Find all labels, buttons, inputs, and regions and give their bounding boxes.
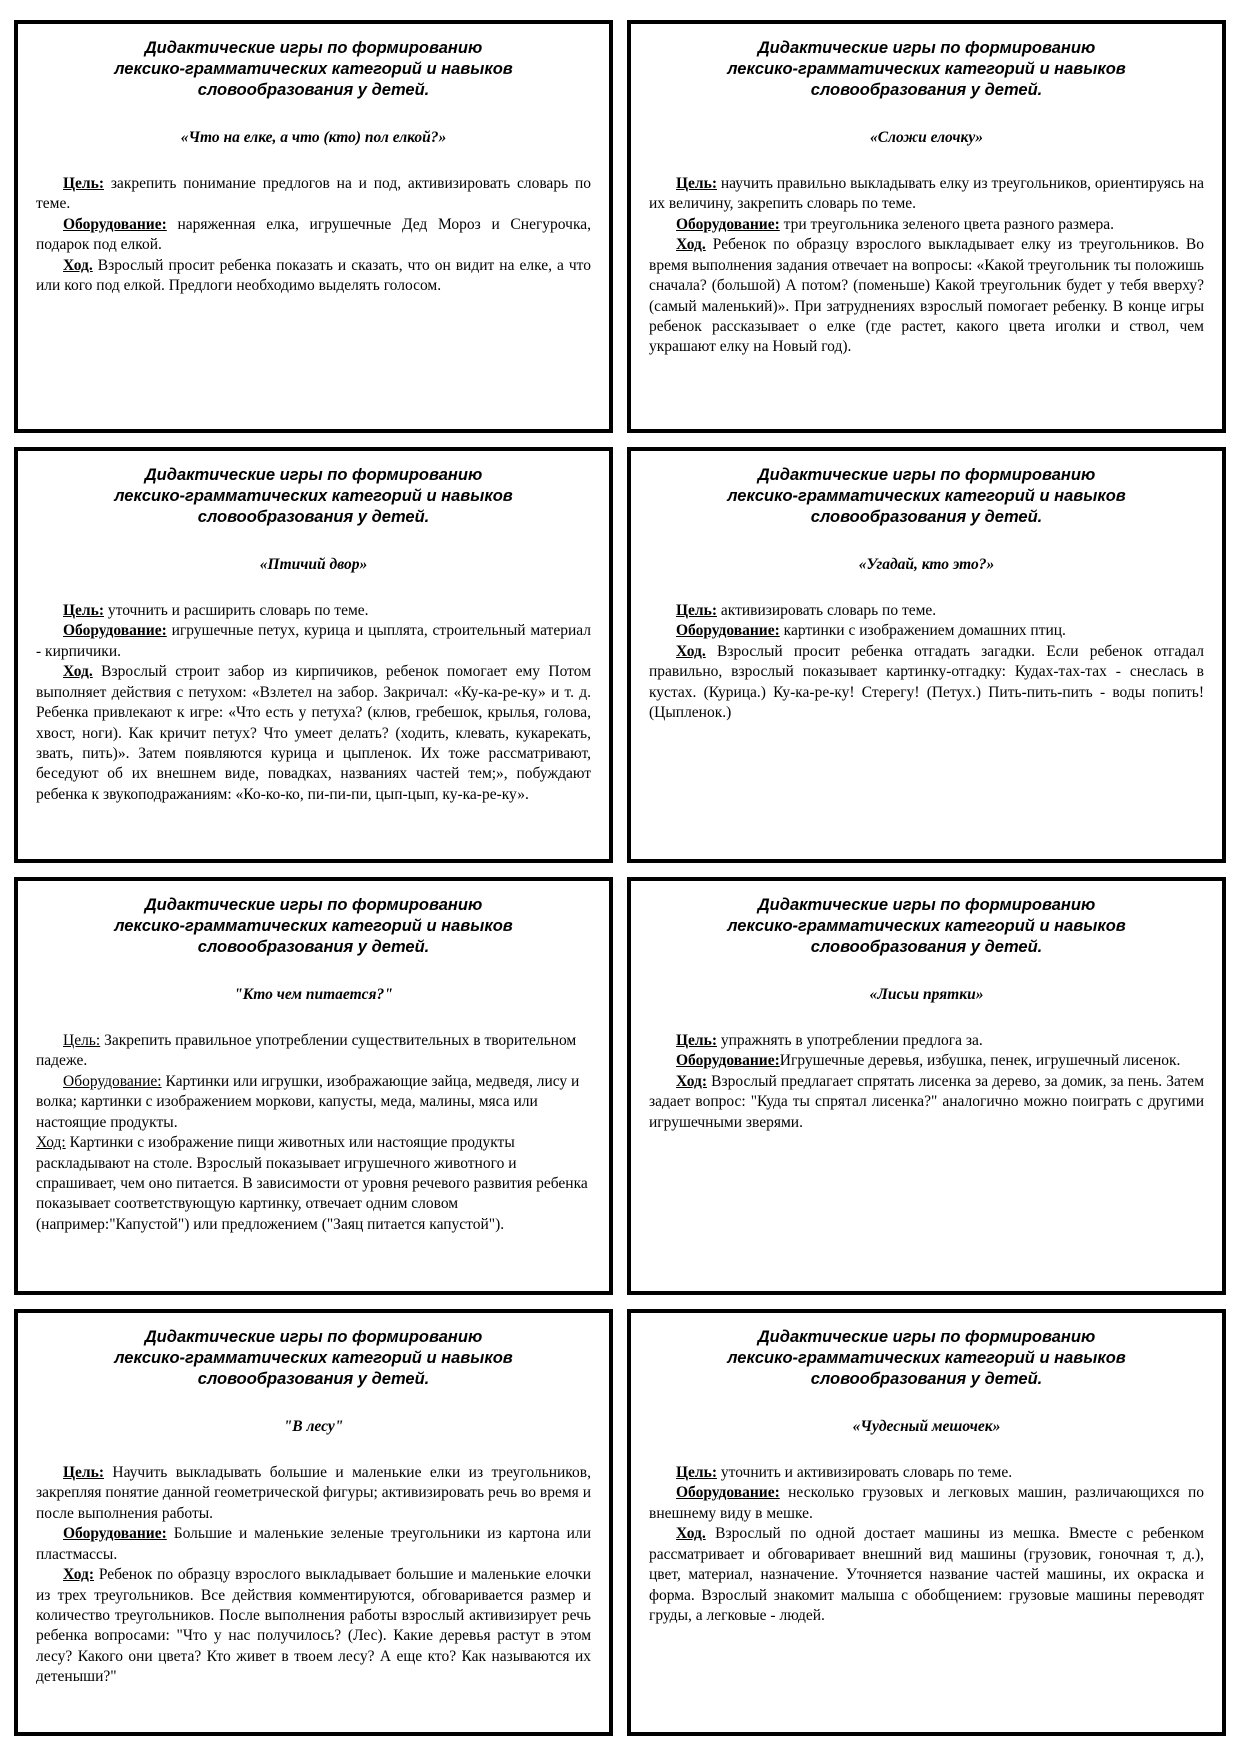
procedure-label: Ход. <box>676 642 706 660</box>
equipment-paragraph <box>649 1483 1204 1524</box>
equipment-text: наряженная елка, игрушечные Дед Мороз и Снегурочка, подарок под елкой. <box>36 215 591 254</box>
game-title: «Чудесный мешочек» <box>852 1418 1001 1436</box>
game-title: «Лисьи прятки» <box>869 986 984 1004</box>
equipment-paragraph <box>36 1072 591 1133</box>
header-line: словообразования у детей. <box>810 938 1043 957</box>
equipment-text: Большие и маленькие зеленые треугольники из картона или пластмассы. <box>36 1525 591 1563</box>
game-title: «Что на елке, а что (кто) пол елкой?» <box>180 129 447 147</box>
card-header <box>649 38 1204 101</box>
goal-paragraph <box>36 174 591 215</box>
equipment-label: Оборудование: <box>676 1052 780 1070</box>
equipment-paragraph <box>649 1051 1204 1071</box>
procedure-label: Ход: <box>63 1566 95 1584</box>
equipment-label: Оборудование: <box>676 1484 780 1502</box>
header-line: Дидактические игры по формированию <box>757 466 1096 484</box>
procedure-paragraph <box>36 662 591 805</box>
game-title: «Птичий двор» <box>259 556 368 574</box>
equipment-label: Оборудование: <box>63 622 167 640</box>
game-card <box>14 20 613 433</box>
procedure-label: Ход: <box>36 1134 66 1152</box>
goal-text: уточнить и активизировать словарь по теме. <box>720 1463 1013 1481</box>
game-title: "В лесу" <box>283 1418 344 1436</box>
header-line: Дидактические игры по формированию <box>144 39 483 57</box>
game-title: "Кто чем питается?" <box>234 986 393 1004</box>
game-card <box>14 877 613 1295</box>
procedure-paragraph <box>649 642 1204 724</box>
game-card <box>14 447 613 863</box>
header-line: лексико-грамматических категорий и навыков <box>114 487 513 506</box>
equipment-label: Оборудование: <box>63 1072 162 1090</box>
header-line: лексико-грамматических категорий и навыков <box>114 1349 513 1368</box>
header-line: словообразования у детей. <box>197 81 430 100</box>
goal-text: Закрепить правильное употреблении существительных в творительном падеже. <box>36 1031 577 1070</box>
procedure-text: Ребенок по образцу взрослого выкладывает большие и маленькие елочки из трех треугольников. Все действия комментируются, обговаривается размер и количество треугольников. После выполнения работы взрослый активизирует речь ребенка вопросами: "Что у нас получилось? (Лес). Какие деревья растут в этом лесу? Какого они цвета? Кто живет в твоем лесу? А еще кто? Как называются их детеныши?" <box>36 1566 592 1686</box>
equipment-label: Оборудование: <box>63 1525 167 1543</box>
goal-text: закрепить понимание предлогов на и под, активизировать словарь по теме. <box>36 174 591 213</box>
equipment-label: Оборудование: <box>676 622 780 640</box>
procedure-text: Взрослый строит забор из кирпичиков, ребенок помогает ему Потом выполняет действия с петухом: «Взлетел на забор. Закричал: «Ку-ка-ре-ку» и т. д. Ребенка привлекают к игре: «Что есть у петуха? (клюв, гребешок, крылья, голова, хвост, ноги). Как кричит петух? Что умеет делать? (ходить, клевать, кукарекать, звать, пить)». Затем появляются курица и цыпленок. Их тоже рассматривают, беседуют об их внешнем виде, повадках, названиях частей тем;», побуждают ребенка к звукоподражаниям: «Ко-ко-ко, пи-пи-пи, цып-цып, ку-ка-ре-ку». <box>36 663 592 803</box>
goal-text: уточнить и расширить словарь по теме. <box>107 601 369 619</box>
header-line: словообразования у детей. <box>810 508 1043 527</box>
goal-label: Цель: <box>676 174 717 192</box>
header-line: Дидактические игры по формированию <box>757 1328 1096 1346</box>
goal-label: Цель: <box>676 601 717 619</box>
equipment-text: картинки с изображением домашних птиц. <box>783 622 1066 640</box>
procedure-paragraph <box>649 1072 1204 1133</box>
header-line: лексико-грамматических категорий и навыков <box>727 60 1126 79</box>
header-line: Дидактические игры по формированию <box>144 896 483 914</box>
header-line: Дидактические игры по формированию <box>144 466 483 484</box>
equipment-paragraph <box>36 215 591 256</box>
card-header <box>36 465 591 528</box>
header-line: лексико-грамматических категорий и навыков <box>727 917 1126 936</box>
equipment-label: Оборудование: <box>676 215 780 233</box>
procedure-label: Ход. <box>63 256 93 274</box>
procedure-text: Картинки с изображение пищи животных или настоящие продукты раскладывают на столе. Взрослый показывает игрушечного животного и спрашивает, чем оно питается. В зависимости от уровня речевого развития ребенка показывает соответствующую картинку, отвечает одним словом (например:"Капустой") или предложением ("Заяц питается капустой"). <box>36 1134 588 1233</box>
equipment-label: Оборудование: <box>63 215 167 233</box>
procedure-label: Ход: <box>676 1072 708 1090</box>
header-line: лексико-грамматических категорий и навыков <box>727 1349 1126 1368</box>
game-card <box>627 877 1226 1295</box>
header-line: Дидактические игры по формированию <box>757 39 1096 57</box>
procedure-paragraph <box>36 256 591 297</box>
game-title: «Сложи елочку» <box>869 129 984 147</box>
game-card <box>627 1309 1226 1736</box>
procedure-text: Взрослый предлагает спрятать лисенка за дерево, за домик, за пень. Затем задает вопрос: "Куда ты спрятал лисенка?" аналогично можно поиграть с другими игрушечными зверями. <box>649 1072 1204 1131</box>
procedure-paragraph <box>36 1133 591 1235</box>
equipment-paragraph <box>649 215 1204 235</box>
equipment-text: несколько грузовых и легковых машин, различающихся по внешнему виду в мешке. <box>649 1484 1205 1522</box>
equipment-paragraph <box>36 1524 591 1565</box>
procedure-label: Ход. <box>676 1525 706 1543</box>
goal-text: научить правильно выкладывать елку из треугольников, ориентируясь на их величину, закрепить словарь по теме. <box>649 174 1205 213</box>
goal-label: Цель: <box>63 1463 104 1481</box>
header-line: словообразования у детей. <box>197 938 430 957</box>
procedure-label: Ход. <box>676 236 706 254</box>
goal-text: Научить выкладывать большие и маленькие елки из треугольников, закрепляя понятие данной геометрической фигуры; активизировать речь во время и после выполнения работы. <box>36 1463 591 1522</box>
goal-paragraph <box>36 601 591 621</box>
header-line: лексико-грамматических категорий и навыков <box>114 60 513 79</box>
equipment-text: Игрушечные деревья, избушка, пенек, игрушечный лисенок. <box>779 1052 1181 1070</box>
goal-label: Цель: <box>676 1031 717 1049</box>
equipment-paragraph <box>649 621 1204 641</box>
procedure-text: Ребенок по образцу взрослого выкладывает елку из треугольников. Во время выполнения задания отвечает на вопросы: «Какой треугольник ты положишь сначала? (большой) А потом? (поменьше) Какой треугольник будет у тебя вверху? (самый маленький)». При затруднениях взрослый помогает ребенку. В конце игры ребенок рассказывает о елке (где растет, какого цвета иголки и ствол, чем украшают елку на Новый год). <box>649 236 1205 356</box>
equipment-text: три треугольника зеленого цвета разного размера. <box>783 215 1114 233</box>
card-header <box>36 895 591 958</box>
goal-text: упражнять в употреблении предлога за. <box>720 1031 983 1049</box>
game-title: «Угадай, кто это?» <box>858 556 995 574</box>
goal-paragraph <box>649 601 1204 621</box>
equipment-text: игрушечные петух, курица и цыплята, строительный материал - кирпичики. <box>36 622 591 660</box>
goal-label: Цель: <box>63 601 104 619</box>
goal-label: Цель: <box>63 174 104 192</box>
card-header <box>649 1327 1204 1390</box>
equipment-paragraph <box>36 621 591 662</box>
procedure-label: Ход. <box>63 663 93 681</box>
procedure-text: Взрослый по одной достает машины из мешка. Вместе с ребенком рассматривает и обговаривает внешний вид машины (грузовик, гоночная т, д.), цвет, материал, назначение. Уточняется название частей машины, их окраска и форма. Взрослый знакомит малыша с обобщением: грузовые машины переводят груды, а легковые - людей. <box>649 1525 1205 1624</box>
game-card <box>627 20 1226 433</box>
card-header <box>36 1327 591 1390</box>
procedure-paragraph <box>649 235 1204 358</box>
goal-paragraph <box>649 174 1204 215</box>
header-line: Дидактические игры по формированию <box>144 1328 483 1346</box>
goal-paragraph <box>36 1031 591 1072</box>
goal-label: Цель: <box>676 1463 717 1481</box>
game-card <box>14 1309 613 1736</box>
header-line: словообразования у детей. <box>197 1370 430 1389</box>
goal-paragraph <box>649 1031 1204 1051</box>
goal-paragraph <box>649 1463 1204 1483</box>
procedure-paragraph <box>649 1524 1204 1626</box>
goal-text: активизировать словарь по теме. <box>720 601 937 619</box>
goal-paragraph <box>36 1463 591 1524</box>
goal-label: Цель: <box>63 1031 101 1049</box>
procedure-paragraph <box>36 1565 591 1688</box>
header-line: лексико-грамматических категорий и навыков <box>114 917 513 936</box>
card-header <box>649 895 1204 958</box>
equipment-text: Картинки или игрушки, изображающие зайца, медведя, лису и волка; картинки с изображением моркови, капусты, меда, малины, мяса или настоящие продукты. <box>36 1072 580 1131</box>
card-header <box>36 38 591 101</box>
procedure-text: Взрослый просит ребенка показать и сказать, что он видит на елке, а что или кого под елкой. Предлоги необходимо выделять голосом. <box>36 256 591 295</box>
header-line: лексико-грамматических категорий и навыков <box>727 487 1126 506</box>
header-line: Дидактические игры по формированию <box>757 896 1096 914</box>
game-card <box>627 447 1226 863</box>
header-line: словообразования у детей. <box>810 1370 1043 1389</box>
header-line: словообразования у детей. <box>810 81 1043 100</box>
card-header <box>649 465 1204 528</box>
procedure-text: Взрослый просит ребенка отгадать загадки. Если ребенок отгадал правильно, взрослый показывает картинку-отгадку: Кудах-тах-тах - снеслась в кустах. (Курица.) Ку-ка-ре-ку! Стерегу! (Петух.) Пить-пить-пить - воды попить! (Цыпленок.) <box>649 642 1204 722</box>
header-line: словообразования у детей. <box>197 508 430 527</box>
